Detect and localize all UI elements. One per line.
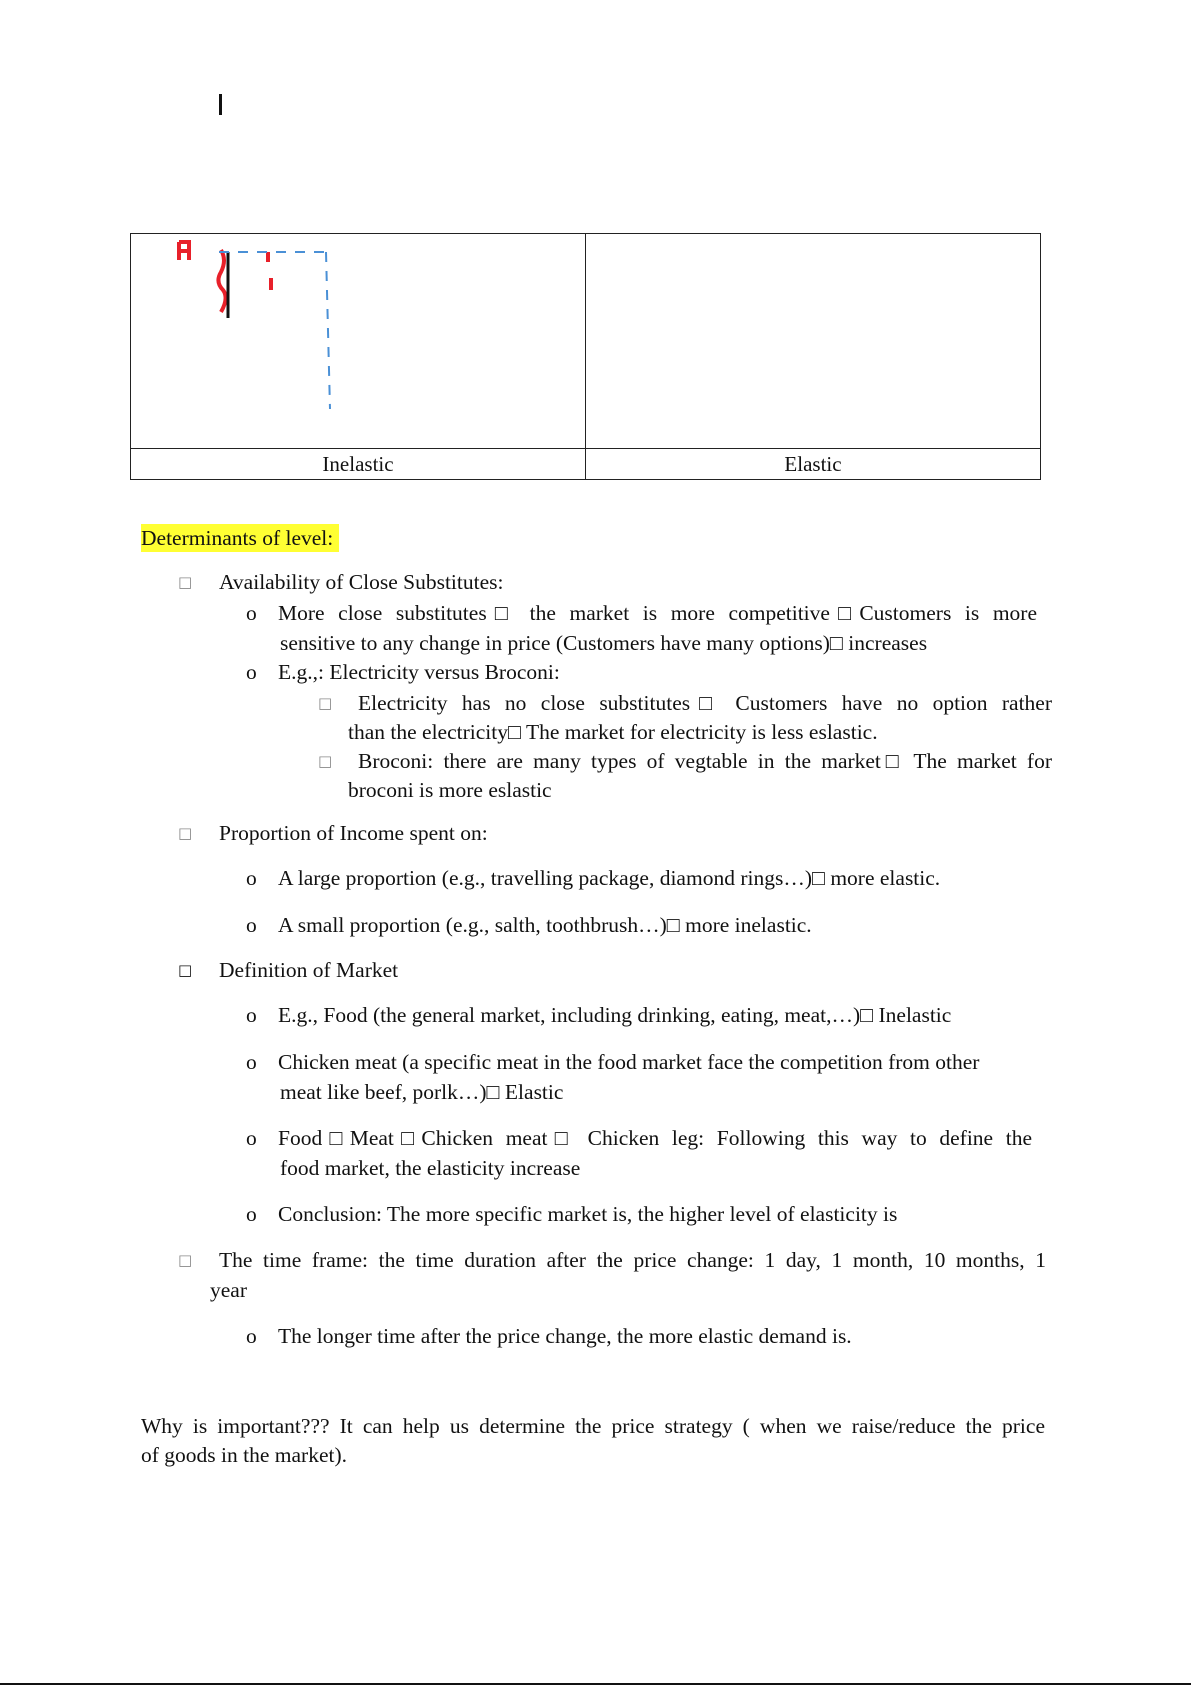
- market-chain-line-1: Food□Meat□Chicken meat□ Chicken leg: Following this way to define the: [278, 1126, 1032, 1150]
- broconi-line-2: broconi is more eslastic: [348, 778, 552, 802]
- time-frame-point: The longer time after the price change, the more elastic demand is.: [278, 1324, 852, 1348]
- bullet-square: □: [178, 573, 193, 591]
- elastic-figure-cell: [586, 234, 1041, 449]
- closing-line-1: Why is important??? It can help us determine the price strategy ( when we raise/reduce the price: [141, 1414, 1045, 1438]
- sub-sub-bullet-square: □: [318, 694, 333, 712]
- sub-bullet: o: [246, 913, 257, 937]
- broconi-line-1: Broconi: there are many types of vegtable in the market□ The market for: [358, 749, 1052, 773]
- market-chicken-line-2: meat like beef, porlk…)□ Elastic: [280, 1080, 564, 1104]
- income-large: A large proportion (e.g., travelling package, diamond rings…)□ more elastic.: [278, 866, 941, 890]
- elastic-label: Elastic: [586, 449, 1041, 480]
- substitutes-example: E.g.,: Electricity versus Broconi:: [278, 660, 560, 684]
- elasticity-figure-table: [130, 233, 1041, 480]
- sub-bullet: o: [246, 1202, 257, 1226]
- determinants-heading: Determinants of level:: [141, 524, 339, 552]
- red-dash-1: [266, 252, 270, 262]
- income-title: Proportion of Income spent on:: [219, 821, 488, 845]
- inelastic-sketch: [131, 234, 586, 448]
- inelastic-figure-cell: [131, 234, 586, 449]
- red-dash-2: [269, 278, 273, 290]
- inelastic-label: Inelastic: [131, 449, 586, 480]
- bullet-square: □: [178, 1251, 193, 1269]
- sub-bullet: o: [246, 601, 257, 625]
- income-small: A small proportion (e.g., salth, toothbrush…)□ more inelastic.: [278, 913, 812, 937]
- electricity-line-1: Electricity has no close substitutes□ Customers have no option rather: [358, 691, 1052, 715]
- blue-dashed-vertical: [326, 252, 330, 409]
- market-food: E.g., Food (the general market, including drinking, eating, meat,…)□ Inelastic: [278, 1003, 952, 1027]
- market-chain-line-2: food market, the elasticity increase: [280, 1156, 581, 1180]
- sub-bullet: o: [246, 1003, 257, 1027]
- bullet-square: □: [178, 961, 193, 979]
- sub-bullet: o: [246, 1324, 257, 1348]
- sub-sub-bullet-square: □: [318, 752, 333, 770]
- market-conclusion: Conclusion: The more specific market is, the higher level of elasticity is: [278, 1202, 898, 1226]
- bullet-square: □: [178, 824, 193, 842]
- stray-ink-mark: [219, 94, 222, 115]
- closing-line-2: of goods in the market).: [141, 1443, 347, 1467]
- red-brace: [218, 250, 225, 312]
- market-chicken-line-1: Chicken meat (a specific meat in the food market face the competition from other: [278, 1050, 980, 1074]
- substitutes-point-1-line-2: sensitive to any change in price (Customers have many options)□ increases: [280, 631, 928, 655]
- time-frame-title-line-1: The time frame: the time duration after the price change: 1 day, 1 month, 10 months, 1: [219, 1248, 1046, 1272]
- sub-bullet: o: [246, 866, 257, 890]
- substitutes-point-1-line-1: More close substitutes□ the market is more competitive□Customers is more: [278, 601, 1037, 625]
- sub-bullet: o: [246, 1126, 257, 1150]
- market-definition-title: Definition of Market: [219, 958, 399, 982]
- substitutes-title: Availability of Close Substitutes:: [219, 570, 504, 594]
- red-mark-a: [179, 242, 189, 260]
- sub-bullet: o: [246, 1050, 257, 1074]
- sub-bullet: o: [246, 660, 257, 684]
- electricity-line-2: than the electricity□ The market for electricity is less eslastic.: [348, 720, 878, 744]
- time-frame-title-line-2: year: [210, 1278, 247, 1302]
